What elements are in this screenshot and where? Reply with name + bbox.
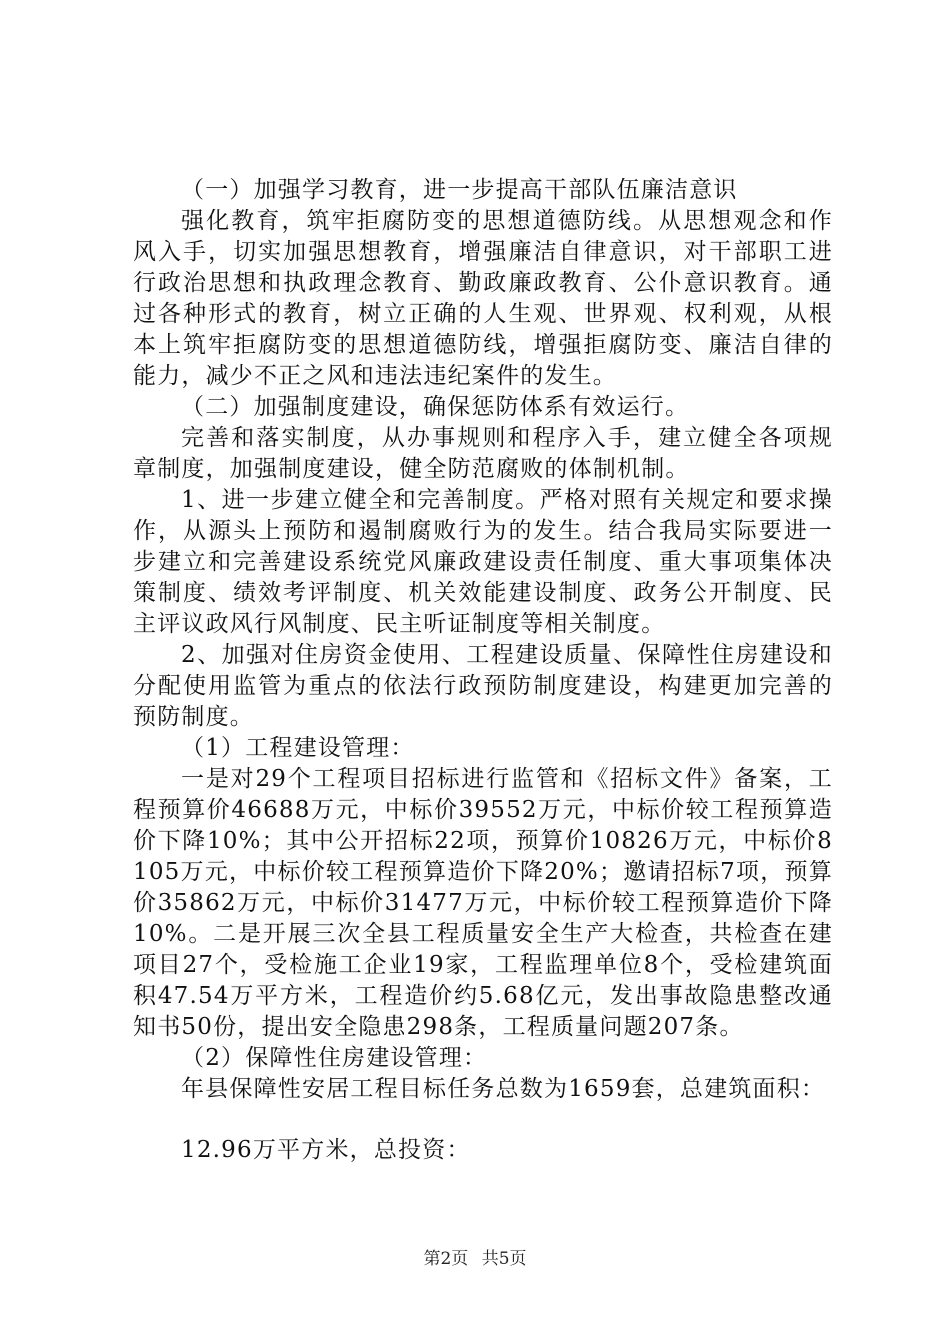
page-total: 共5页	[481, 1249, 527, 1269]
paragraph-education: 强化教育，筑牢拒腐防变的思想道德防线。从思想观念和作风入手，切实加强思想教育，增强廉洁自律意识，对干部职工进行政治思想和执政理念教育、勤政廉政教育、公仆意识教育。通过各种形式的教育，树立正确的人生观、世界观、权利观，从根本上筑牢拒腐防变的思想道德防线，增强拒腐防变、廉洁自律的能力，减少不正之风和违法违纪案件的发生。	[133, 208, 833, 389]
page-number: 第2页	[423, 1249, 469, 1269]
section-heading-education: （一）加强学习教育，进一步提高干部队伍廉洁意识	[181, 177, 738, 203]
subheading-housing: （2）保障性住房建设管理：	[181, 1045, 488, 1071]
page-footer	[0, 1244, 950, 1269]
paragraph-housing: 年县保障性安居工程目标任务总数为1659套，总建筑面积：	[181, 1076, 826, 1102]
paragraph-system: 完善和落实制度，从办事规则和程序入手，建立健全各项规章制度，加强制度建设，健全防范腐败的体制机制。	[133, 425, 833, 482]
paragraph-item-2: 2、加强对住房资金使用、工程建设质量、保障性住房建设和分配使用监管为重点的依法行政预防制度建设，构建更加完善的预防制度。	[133, 642, 833, 730]
section-heading-system: （二）加强制度建设，确保惩防体系有效运行。	[181, 394, 690, 420]
document-body	[133, 175, 833, 1166]
paragraph-engineering: 一是对29个工程项目招标进行监管和《招标文件》备案，工程预算价46688万元，中标价39552万元，中标价较工程预算造价下降10%；其中公开招标22项，预算价10826万元，中标价8105万元，中标价较工程预算造价下降20%；邀请招标7项，预算价35862万元，中标价31477万元，中标价较工程预算造价下降10%。二是开展三次全县工程质量安全生产大检查，共检查在建项目27个，受检施工企业19家，工程监理单位8个，受检建筑面积47.54万平方米，工程造价约5.68亿元，发出事故隐患整改通知书50份，提出安全隐患298条，工程质量问题207条。	[133, 766, 833, 1040]
subheading-engineering: （1）工程建设管理：	[181, 735, 415, 761]
paragraph-item-1: 1、进一步建立健全和完善制度。严格对照有关规定和要求操作，从源头上预防和遏制腐败行为的发生。结合我局实际要进一步建立和完善建设系统党风廉政建设责任制度、重大事项集体决策制度、绩效考评制度、机关效能建设制度、政务公开制度、民主评议政风行风制度、民主听证制度等相关制度。	[133, 487, 833, 637]
paragraph-housing-continued: 12.96万平方米，总投资：	[181, 1137, 471, 1163]
